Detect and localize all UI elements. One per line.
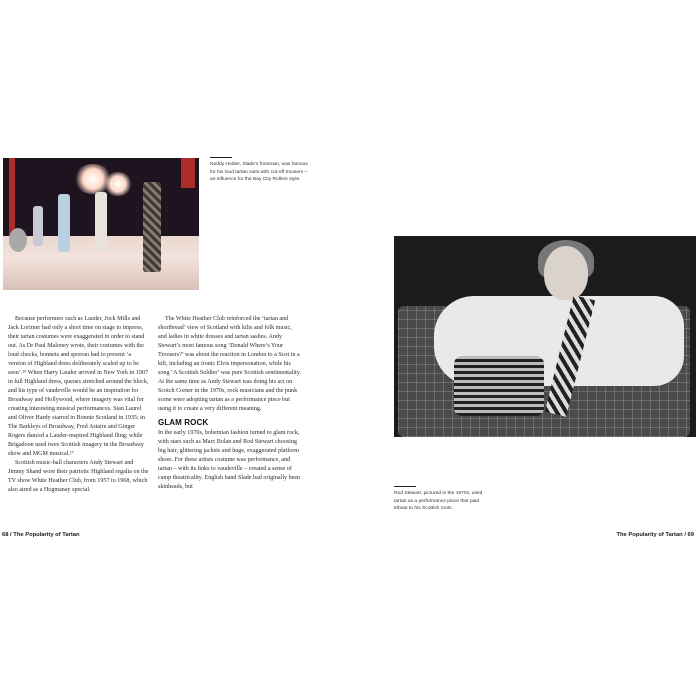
left-caption-text: Noddy Holder, Slade’s frontman, was famous for his loud tartan suits with cut-off trousers – an influence for the Bay City Rollers style. <box>210 162 308 182</box>
left-photo-caption <box>210 157 314 183</box>
page-folio-right: The Popularity of Tartan / 69 <box>616 532 694 538</box>
paragraph: In the early 1970s, bohemian fashion turned to glam rock, with stars such as Marc Bolan and Rod Stewart choosing big hair, glittering jackets and huge, exaggerated platform shoes. For these artists costume was performance, and tartan – with its links to vaudeville – created a sense of camp theatricality. English band Slade had originally been skinheads, but <box>158 430 301 490</box>
page-folio-left: 68 / The Popularity of Tartan <box>2 532 80 538</box>
right-caption-text: Rod Stewart, pictured in the 1970s, used tartan as a performance piece that paid tribute to his Scottish roots. <box>394 491 483 511</box>
caption-rule <box>210 157 232 158</box>
right-photo-caption <box>394 486 494 512</box>
paragraph: Because performers such as Lauder, Jock Mills and Jack Lorimer had only a short time on stage to impress, their tartan costumes were exaggerated in order to stand out. As Dr Paul Maloney wrote, their costumes with the loud checks, bonnets and sporran had to present ‘a version of Highland dress deliberately scaled up to be seen’.¹⁶ When Harry Lauder arrived in New York in 1907 in full Highland dress, queues stretched around the block, and his type of vaudeville would be an inspiration for Broadway and Hollywood, where imagery was vital for creating interesting musical performances. Stan Laurel and Oliver Hardy starred in Bonnie Scotland in 1935; in The Barkleys of Broadway, Fred Astaire and Ginger Rogers danced a Lauder-inspired Highland fling; while Brigadoon used twee Scottish imagery in the Broadway show and MGM musical.¹⁷ <box>8 316 149 457</box>
body-column-1 <box>8 315 150 495</box>
slade-stage-photo <box>3 158 199 290</box>
body-column-2 <box>158 315 301 492</box>
paragraph: Scottish music-hall characters Andy Stewart and Jimmy Shand wore their patriotic Highland regalia on the TV show White Heather Club, from 1957 to 1968, which also aired as a Hogmanay special. <box>8 460 149 493</box>
rod-stewart-portrait-photo <box>394 236 696 437</box>
paragraph: The White Heather Club reinforced the ‘tartan and shortbread’ view of Scotland with kilts and folk music, and ladies in white dresses and tartan sashes. Andy Stewart’s most famous song ‘Donald Where’s Your Troosers?’ was about the reaction in London to a Scot in a kilt, including an ironic Elvis impersonation, while his song ‘A Scottish Soldier’ was pure Scottish sentimentality. At the same time as Andy Stewart was doing his act on Scotch Corner in the 1970s, rock musicians and the punk scene were adopting tartan as a performance piece but using it to create a very different meaning. <box>158 316 301 412</box>
caption-rule <box>394 486 416 487</box>
section-heading: GLAM ROCK <box>158 418 209 427</box>
